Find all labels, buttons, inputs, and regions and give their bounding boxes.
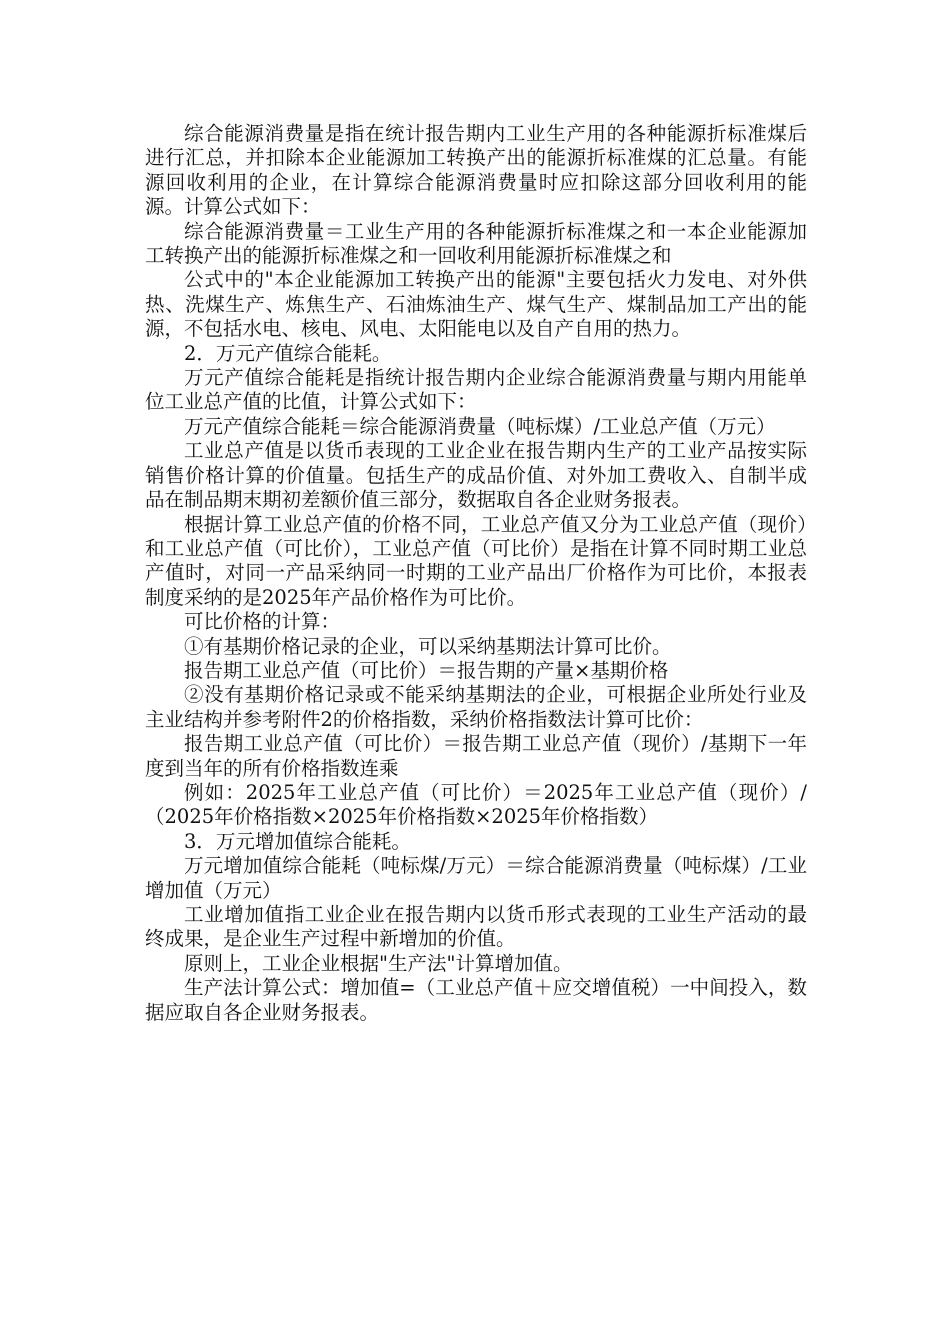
paragraph-base-period-method: ①有基期价格记录的企业，可以采纳基期法计算可比价。 — [184, 634, 672, 658]
paragraph-production-method-principle: 原则上，工业企业根据"生产法"计算增加值。 — [184, 951, 573, 975]
paragraph-comparable-price-heading: 可比价格的计算： — [184, 610, 341, 634]
section-heading-added-value-energy: 3．万元增加值综合能耗。 — [184, 829, 411, 853]
paragraph-price-index-method: ②没有基期价格记录或不能采纳基期法的企业，可根据企业所处行业及主业结构并参考附件2的价格指数，采纳价格指数法计算可比价： — [145, 683, 807, 731]
paragraph-comprehensive-energy-definition: 综合能源消费量是指在统计报告期内工业生产用的各种能源折标准煤后进行汇总，并扣除本企业能源加工转换产出的能源折标准煤的汇总量。有能源回收利用的企业，在计算综合能源消费量时应扣除这部分回收利用的能源。计算公式如下： — [145, 122, 807, 219]
paragraph-comprehensive-energy-formula: 综合能源消费量＝工业生产用的各种能源折标准煤之和一本企业能源加工转换产出的能源折标准煤之和一回收利用能源折标准煤之和 — [145, 219, 807, 268]
paragraph-added-value-energy-formula: 万元增加值综合能耗（吨标煤/万元）＝综合能源消费量（吨标煤）/工业增加值（万元） — [145, 854, 807, 902]
section-heading-output-value-energy: 2．万元产值综合能耗。 — [184, 341, 392, 365]
paragraph-output-value-energy-definition: 万元产值综合能耗是指统计报告期内企业综合能源消费量与期内用能单位工业总产值的比值，计算公式如下： — [145, 366, 807, 414]
paragraph-price-index-formula: 报告期工业总产值（可比价）＝报告期工业总产值（现价）/基期下一年度到当年的所有价格指数连乘 — [145, 732, 807, 780]
paragraph-production-method-formula: 生产法计算公式：增加值=（工业总产值＋应交增值税）一中间投入，数据应取自各企业财务报表。 — [145, 976, 807, 1024]
paragraph-gross-output-price-types: 根据计算工业总产值的价格不同，工业总产值又分为工业总产值（现价）和工业总产值（可比价），工业总产值（可比价）是指在计算不同时期工业总产值时，对同一产品采纳同一时期的工业产品出厂价格作为可比价，本报表制度采纳的是2025年产品价格作为可比价。 — [145, 512, 807, 609]
paragraph-price-index-example: 例如：2025年工业总产值（可比价）＝2025年工业总产值（现价）/（2025年价格指数×2025年价格指数×2025年价格指数） — [145, 780, 807, 829]
paragraph-gross-output-definition: 工业总产值是以货币表现的工业企业在报告期内生产的工业产品按实际销售价格计算的价值量。包括生产的成品价值、对外加工费收入、自制半成品在制品期末期初差额价值三部分，数据取自各企业财务报表。 — [145, 439, 807, 512]
paragraph-output-value-energy-formula: 万元产值综合能耗＝综合能源消费量（吨标煤）/工业总产值（万元） — [184, 414, 776, 438]
paragraph-conversion-energy-note: 公式中的"本企业能源加工转换产出的能源"主要包括火力发电、对外供热、洗煤生产、炼焦生产、石油炼油生产、煤气生产、煤制品加工产出的能源，不包括水电、核电、风电、太阳能电以及自产自用的热力。 — [145, 268, 807, 341]
document-body — [145, 122, 807, 1025]
paragraph-added-value-definition: 工业增加值指工业企业在报告期内以货币形式表现的工业生产活动的最终成果，是企业生产过程中新增加的价值。 — [145, 903, 807, 951]
paragraph-base-period-formula: 报告期工业总产值（可比价）＝报告期的产量×基期价格 — [184, 658, 669, 682]
